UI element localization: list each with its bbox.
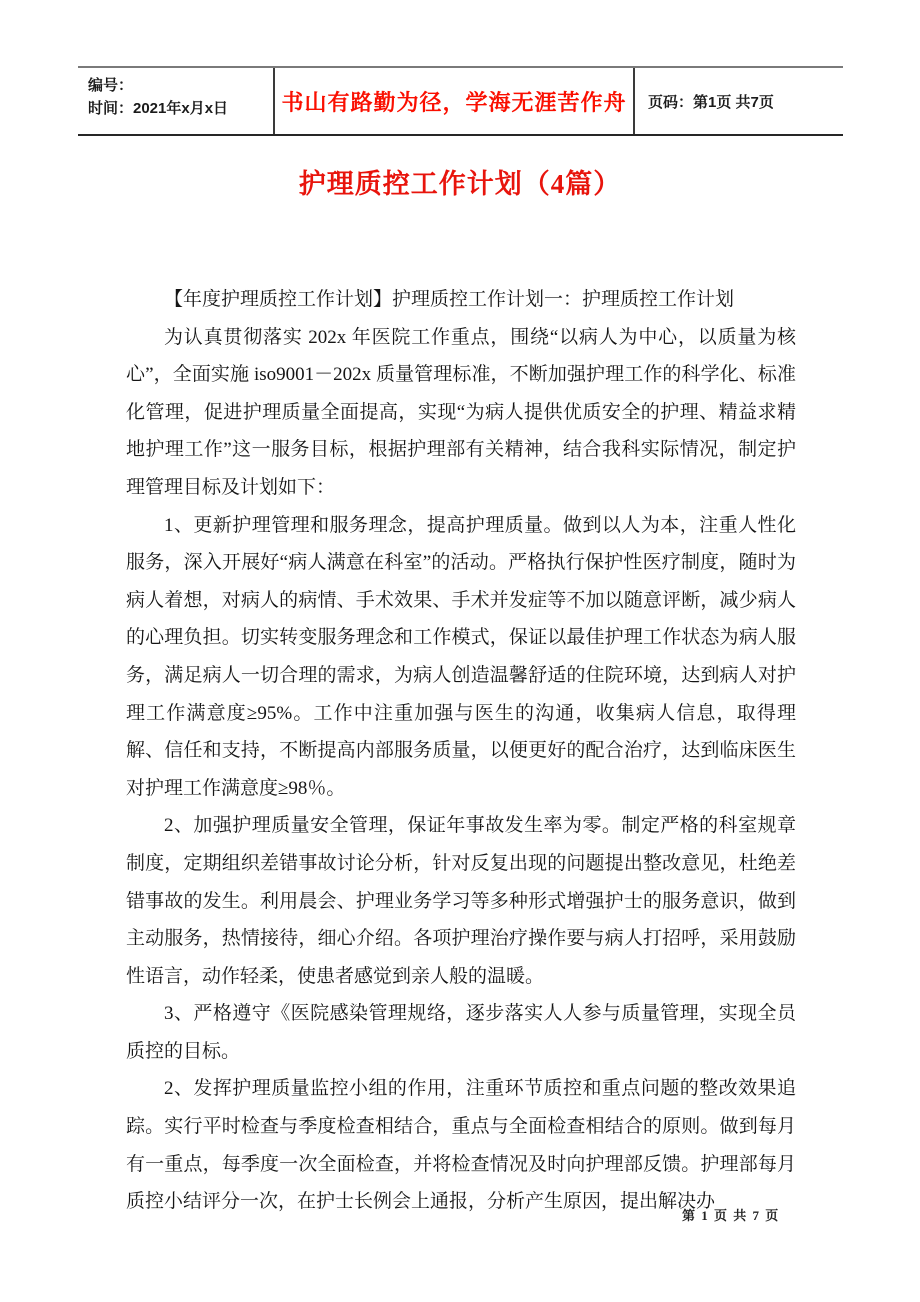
paragraph-item-1: 1、更新护理管理和服务理念，提高护理质量。做到以人为本，注重人性化服务，深入开展好“病人满意在科室”的活动。严格执行保护性医疗制度，随时为病人着想，对病人的病情、手术效果、手术并发症等不加以随意评断，减少病人的心理负担。切实转变服务理念和工作模式，保证以最佳护理工作状态为病人服务，满足病人一切合理的需求，为病人创造温馨舒适的住院环境，达到病人对护理工作满意度≥95%。工作中注重加强与医生的沟通，收集病人信息，取得理解、信任和支持，不断提高内部服务质量，以便更好的配合治疗，达到临床医生对护理工作满意度≥98％。 (126, 514, 796, 799)
paragraph-item-4: 2、发挥护理质量监控小组的作用，注重环节质控和重点问题的整改效果追踪。实行平时检查与季度检查相结合，重点与全面检查相结合的原则。做到每月有一重点，每季度一次全面检查，并将检查情况及时向护理部反馈。护理部每月质控小结评分一次，在护士长例会上通报，分析产生原因，提出解决办 (126, 1078, 796, 1213)
header-page-cell (635, 68, 843, 134)
header-slogan-cell (273, 68, 635, 134)
document-title: 护理质控工作计划（4篇） (298, 169, 622, 199)
page-footer: 第 1 页 共 7 页 (682, 1208, 780, 1223)
paragraph-intro: 为认真贯彻落实 202x 年医院工作重点，围绕“以病人为中心，以质量为核心”，全面实施 iso9001－202x 质量管理标准，不断加强护理工作的科学化、标准化管理，促进护理质量全面提高，实现“为病人提供优质安全的护理、精益求精地护理工作”这一服务目标，根据护理部有关精神，结合我科实际情况，制定护理管理目标及计划如下： (126, 326, 796, 498)
doc-number-label: 编号： (88, 77, 134, 94)
doc-date-label: 时间：2021年x月x日 (88, 99, 229, 117)
header-slogan: 书山有路勤为径，学海无涯苦作舟 (281, 89, 627, 115)
header-meta-cell (78, 68, 273, 134)
document-body (126, 281, 796, 1221)
paragraph-heading: 【年度护理质控工作计划】护理质控工作计划一：护理质控工作计划 (164, 289, 735, 310)
paragraph-item-3: 3、严格遵守《医院感染管理规络，逐步落实人人参与质量管理，实现全员质控的目标。 (126, 1003, 796, 1062)
header-table (78, 66, 843, 136)
paragraph-item-2: 2、加强护理质量安全管理，保证年事故发生率为零。制定严格的科室规章制度，定期组织差错事故讨论分析，针对反复出现的问题提出整改意见，杜绝差错事故的发生。利用晨会、护理业务学习等多种形式增强护士的服务意识，做到主动服务，热情接待，细心介绍。各项护理治疗操作要与病人打招呼，采用鼓励性语言，动作轻柔，使患者感觉到亲人般的温暖。 (126, 815, 796, 987)
header-page-info: 页码：第1页 共7页 (648, 93, 774, 111)
